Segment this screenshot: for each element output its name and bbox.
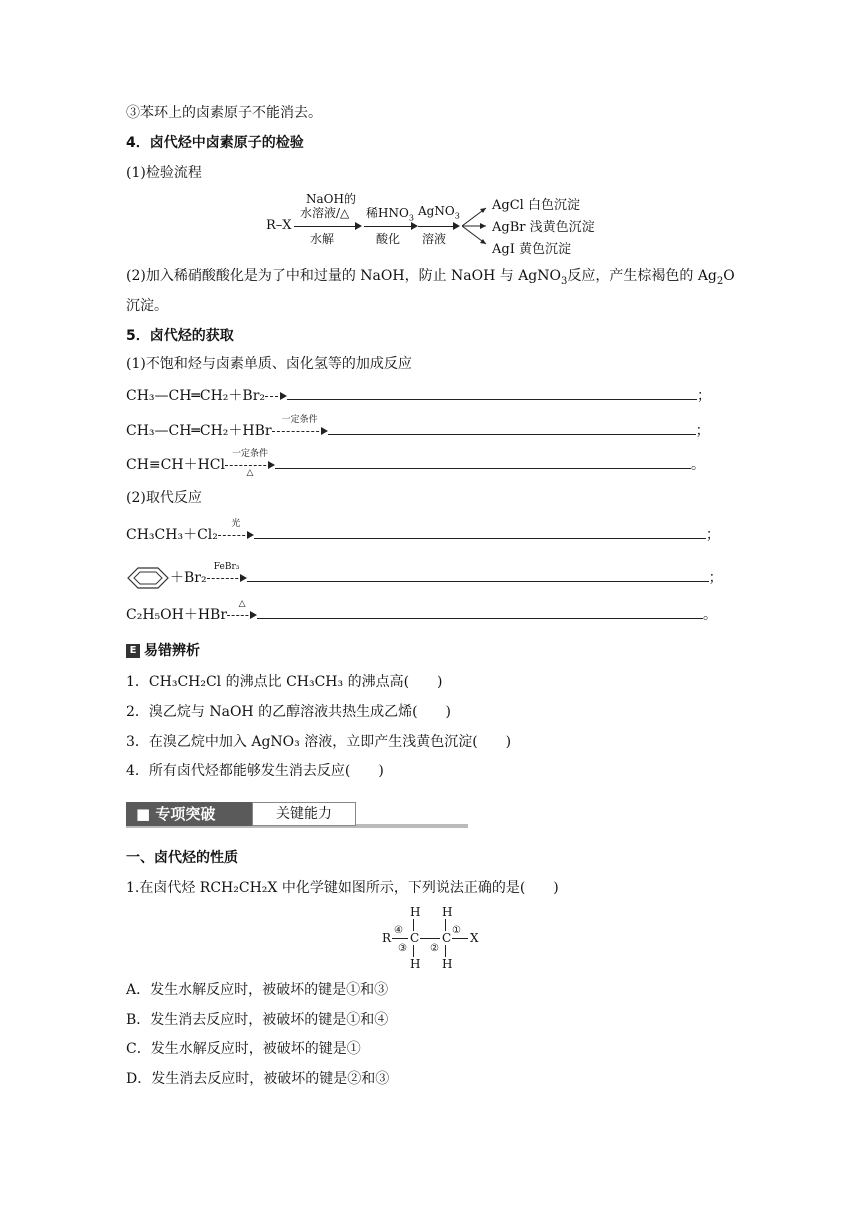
flow-cond: 酸化 <box>376 232 401 246</box>
bond-diagram: H H R ④ C C ① X ③ ② H H <box>382 905 479 971</box>
flow-cond: 水溶液/△ <box>300 206 350 220</box>
text-line: (2)取代反应 <box>126 490 202 506</box>
option-b: B．发生消去反应时，被破坏的键是①和④ <box>126 1012 389 1028</box>
text-line: (1)不饱和烃与卤素单质、卤化氢等的加成反应 <box>126 356 412 372</box>
text-line: ③苯环上的卤素原子不能消去。 <box>126 105 322 121</box>
text-line: 沉淀。 <box>126 298 168 314</box>
branch-arrows <box>462 198 490 254</box>
flow-rx: R–X <box>266 218 292 233</box>
error-item: 2．溴乙烷与 NaOH 的乙醇溶液共热生成乙烯( ) <box>126 704 452 720</box>
product-agcl: AgCl 白色沉淀 <box>492 198 580 213</box>
test-flow-diagram <box>266 190 596 260</box>
flow-cond: NaOH的 <box>306 192 356 206</box>
reaction-2: CH₃—CH═CH₂＋HBr 一定条件 ； <box>126 415 710 439</box>
reaction-4: CH₃CH₃＋Cl₂ 光 ； <box>126 519 720 543</box>
reaction-6: C₂H₅OH＋HBr △ 。 <box>126 599 718 623</box>
section-bar-title: ■ 专项突破 <box>126 802 252 826</box>
product-agbr: AgBr 浅黄色沉淀 <box>492 220 595 235</box>
error-item: 3．在溴乙烷中加入 AgNO₃ 溶液，立即产生浅黄色沉淀( ) <box>126 734 512 750</box>
text-line: (1)检验流程 <box>126 165 202 181</box>
product-agi: AgI 黄色沉淀 <box>492 242 571 257</box>
e-badge-icon: E <box>126 644 140 658</box>
flow-cond: 稀$HNO_3$ <box>366 206 414 223</box>
flow-cond: 水解 <box>310 232 335 246</box>
heading-4: 4．卤代烃中卤素原子的检验 <box>126 135 304 151</box>
section-heading: 一、卤代烃的性质 <box>126 850 238 866</box>
section-bar <box>126 800 468 830</box>
text-line: (2)加入稀硝酸酸化是为了中和过量的 NaOH，防止 NaOH 与 AgNO$_3$反应，产生棕褐色的 $Ag_2O$ <box>126 268 735 287</box>
benzene-ring-icon <box>126 566 170 590</box>
reaction-1: CH₃—CH═CH₂＋Br₂ ； <box>126 384 711 408</box>
reaction-3: CH≡CH＋HCl 一定条件 △ 。 <box>126 449 705 478</box>
option-c: C．发生水解反应时，被破坏的键是① <box>126 1041 361 1057</box>
error-item: 4．所有卤代烃都能够发生消去反应( ) <box>126 763 384 779</box>
heading-5: 5．卤代烃的获取 <box>126 328 234 344</box>
error-analysis-heading: E 易错辨析 <box>126 641 200 661</box>
flow-cond: AgNO$_3$ <box>418 204 460 221</box>
section-bar-subtitle: 关键能力 <box>252 802 356 826</box>
flow-cond: 溶液 <box>422 232 447 246</box>
option-d: D．发生消去反应时，被破坏的键是②和③ <box>126 1071 390 1087</box>
reaction-5: ＋Br₂ FeBr₃ ； <box>126 566 723 590</box>
error-item: 1．CH₃CH₂Cl 的沸点比 CH₃CH₃ 的沸点高( ) <box>126 674 443 690</box>
question-1: 1.在卤代烃 RCH₂CH₂X 中化学键如图所示，下列说法正确的是( ) <box>126 880 559 896</box>
option-a: A．发生水解反应时，被破坏的键是①和③ <box>126 982 389 998</box>
